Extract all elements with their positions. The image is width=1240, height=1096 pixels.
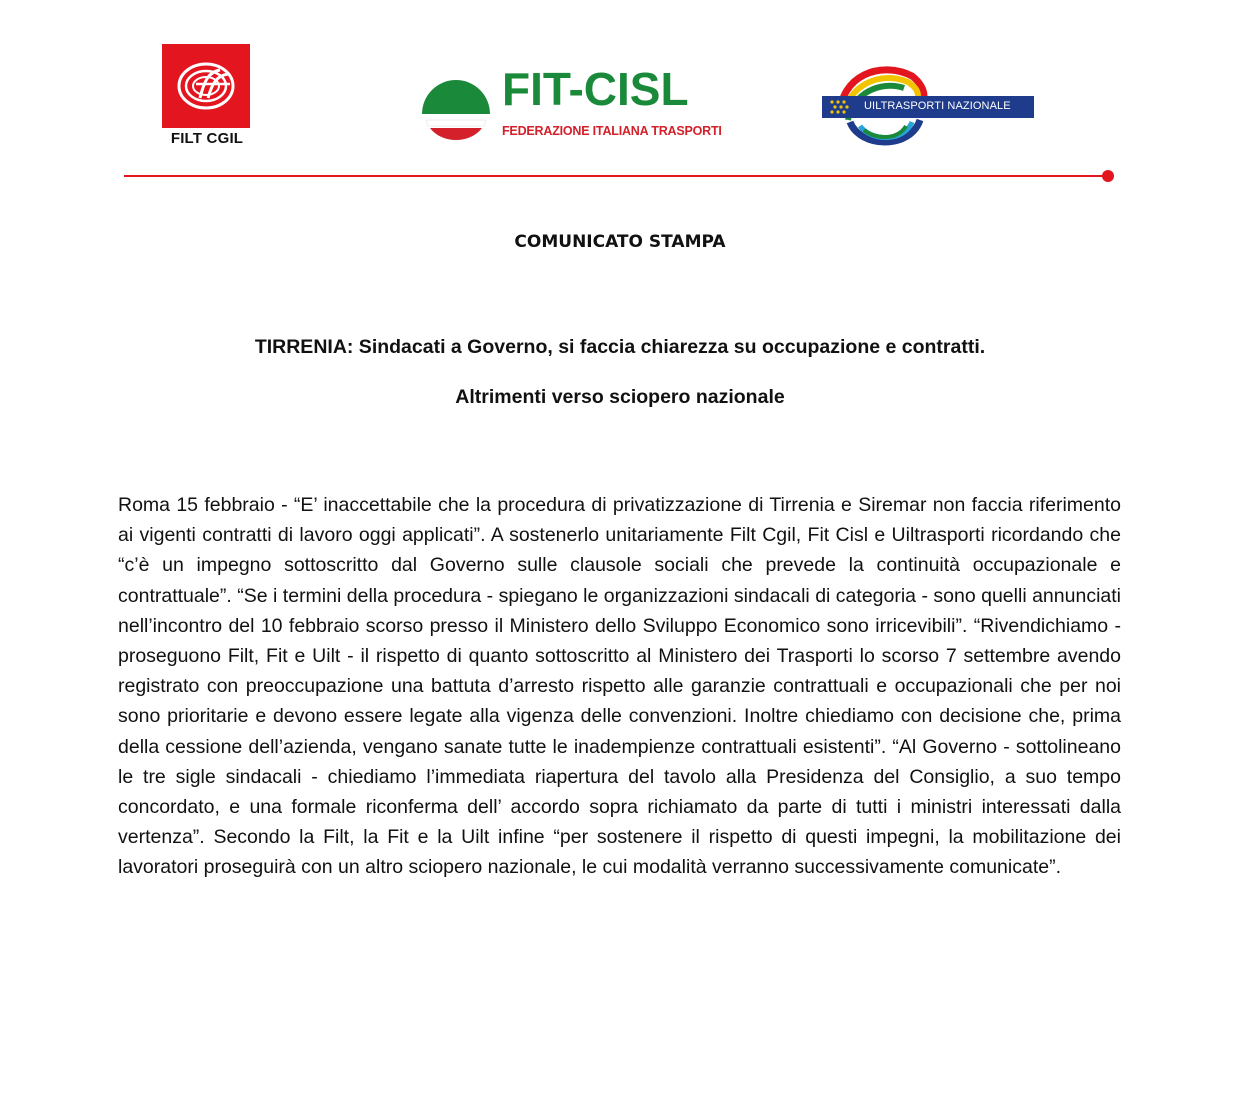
uiltrasporti-stars-icon: [826, 97, 866, 117]
body-paragraph: Roma 15 febbraio - “E’ inaccettabile che la procedura di privatizzazione di Tirrenia e Siremar non faccia riferimento ai vigenti contratti di lavoro oggi applicati”. A sostenerlo unitariamente Filt Cgil, Fit Cisl e Uiltrasporti ricordando che “c’è un impegno sottoscritto dal Governo sulle clausole sociali che prevede la continuità occupazionale e contrattuale”. “Se i termini della procedura - spiegano le organizzazioni sindacali di categoria - sono quelli annunciati nell’incontro del 10 febbraio scorso presso il Ministero dello Sviluppo Economico sono irricevibili”. “Rivendichiamo - proseguono Filt, Fit e Uilt - il rispetto di quanto sottoscritto al Ministero dei Trasporti lo scorso 7 settembre avendo registrato con preoccupazione una battuta d’arresto rispetto alle garanzie contrattuali e occupazionali che per noi sono prioritarie e devono essere legate alla vigenza delle convenzioni. Inoltre chiediamo con decisione che, prima della cessione dell’azienda, vengano sanate tutte le inadempienze contrattuali esistenti”. “Al Governo - sottolineano le tre sigle sindacali - chiediamo l’immediata riapertura del tavolo alla Presidenza del Consiglio, a suo tempo concordato, e una formale riconferma dell’ accordo sopra richiamato da parte di tutti i ministri interessati dalla vertenza”. Secondo la Filt, la Fit e la Uilt infine “per sostenere il rispetto di questi impegni, la mobilitazione dei lavoratori proseguirà con un altro sciopero nazionale, le cui modalità verranno successivamente comunicate”.: [118, 494, 1121, 879]
header-divider: [124, 175, 1106, 177]
filt-cgil-logo: [162, 44, 250, 148]
fit-cisl-emblem-icon: [420, 70, 492, 142]
document-label: COMUNICATO STAMPA: [514, 232, 726, 252]
fit-cisl-logo-subtitle: FEDERAZIONE ITALIANA TRASPORTI: [502, 124, 722, 138]
filt-cgil-logo-text: FILT CGIL: [170, 130, 244, 147]
subheadline: Altrimenti verso sciopero nazionale: [455, 386, 785, 408]
fit-cisl-logo: [420, 63, 722, 148]
header-divider-dot: [1102, 170, 1114, 182]
uiltrasporti-logo-text: UILTRASPORTI NAZIONALE: [864, 100, 1011, 112]
fit-cisl-logo-title: FIT-CISL: [502, 63, 689, 115]
filt-cgil-emblem-icon: [162, 44, 250, 128]
headline: TIRRENIA: Sindacati a Governo, si faccia chiarezza su occupazione e contratti.: [254, 336, 986, 358]
uiltrasporti-logo: [820, 56, 1036, 152]
